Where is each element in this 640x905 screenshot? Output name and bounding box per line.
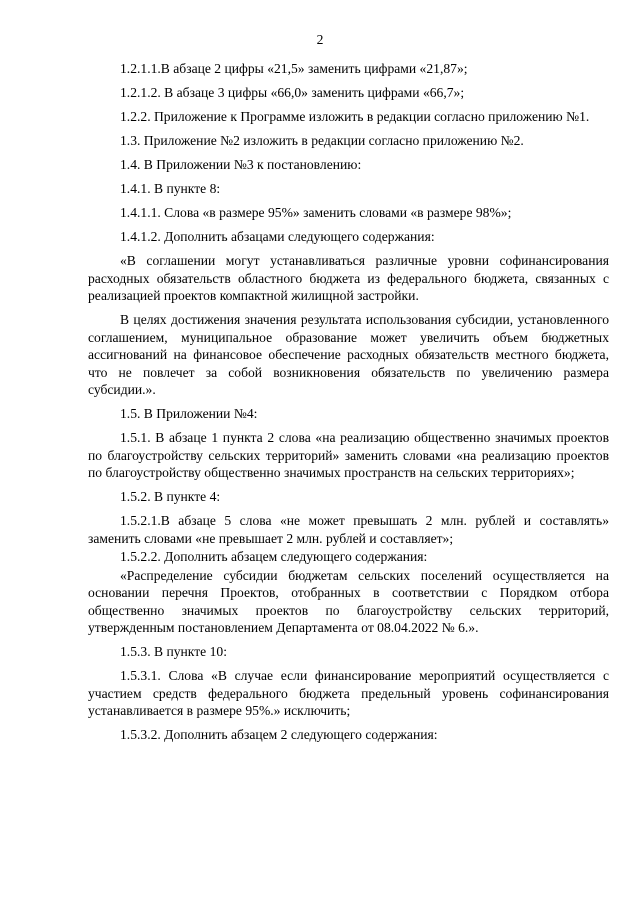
paragraph: 1.4.1. В пункте 8: <box>120 181 221 196</box>
paragraph: 1.2.1.1.В абзаце 2 цифры «21,5» заменить цифрами «21,87»; <box>120 61 468 76</box>
paragraph: 1.4. В Приложении №3 к постановлению: <box>120 157 362 172</box>
paragraph: «В соглашении могут устанавливаться различные уровни софинансирования расходных обязательств областного бюджета из федерального бюджета, связанных с реализацией проектов компактной жилищной застройки. <box>88 253 609 303</box>
paragraph: 1.5.3. В пункте 10: <box>120 644 227 659</box>
paragraph: 1.5.2.2. Дополнить абзацем следующего содержания: <box>120 549 428 564</box>
paragraph: 1.5.2.1.В абзаце 5 слова «не может превышать 2 млн. рублей и составлять» заменить словами «не превышает 2 млн. рублей и составляет»; <box>88 513 609 546</box>
page-number: 2 <box>316 32 324 47</box>
paragraph: 1.5. В Приложении №4: <box>120 406 258 421</box>
paragraph: 1.4.1.2. Дополнить абзацами следующего содержания: <box>120 229 435 244</box>
paragraph: 1.4.1.1. Слова «в размере 95%» заменить словами «в размере 98%»; <box>120 205 512 220</box>
paragraph: 1.5.1. В абзаце 1 пункта 2 слова «на реализацию общественно значимых проектов по благоустройству сельских территорий» заменить словами «на реализацию проектов по благоустройству общественно значимых пространств на сельских территориях»; <box>88 430 609 480</box>
paragraph: В целях достижения значения результата использования субсидии, установленного соглашением, муниципальное образование может увеличить объем бюджетных ассигнований на финансовое обеспечение расходных обязательств местного бюджета, что не повлечет за собой возникновения обязательств по увеличению размера субсидии.». <box>88 312 609 397</box>
paragraph: 1.5.3.1. Слова «В случае если финансирование мероприятий осуществляется с участием средств федерального бюджета предельный уровень софинансирования устанавливается в размере 95%.» исключить; <box>88 668 609 718</box>
paragraph: «Распределение субсидии бюджетам сельских поселений осуществляется на основании перечня Проектов, отобранных в соответствии с Порядком отбора общественно значимых проектов по благоустройству сельских территорий, утвержденным постановлением Департамента от 08.04.2022 № 6.». <box>88 567 609 635</box>
paragraph: 1.5.3.2. Дополнить абзацем 2 следующего содержания: <box>120 727 438 742</box>
paragraph: 1.2.1.2. В абзаце 3 цифры «66,0» заменить цифрами «66,7»; <box>120 85 465 100</box>
paragraph: 1.2.2. Приложение к Программе изложить в редакции согласно приложению №1. <box>120 109 590 124</box>
paragraph: 1.5.2. В пункте 4: <box>120 489 221 504</box>
paragraph: 1.3. Приложение №2 изложить в редакции согласно приложению №2. <box>120 133 524 148</box>
document-body <box>88 60 609 744</box>
